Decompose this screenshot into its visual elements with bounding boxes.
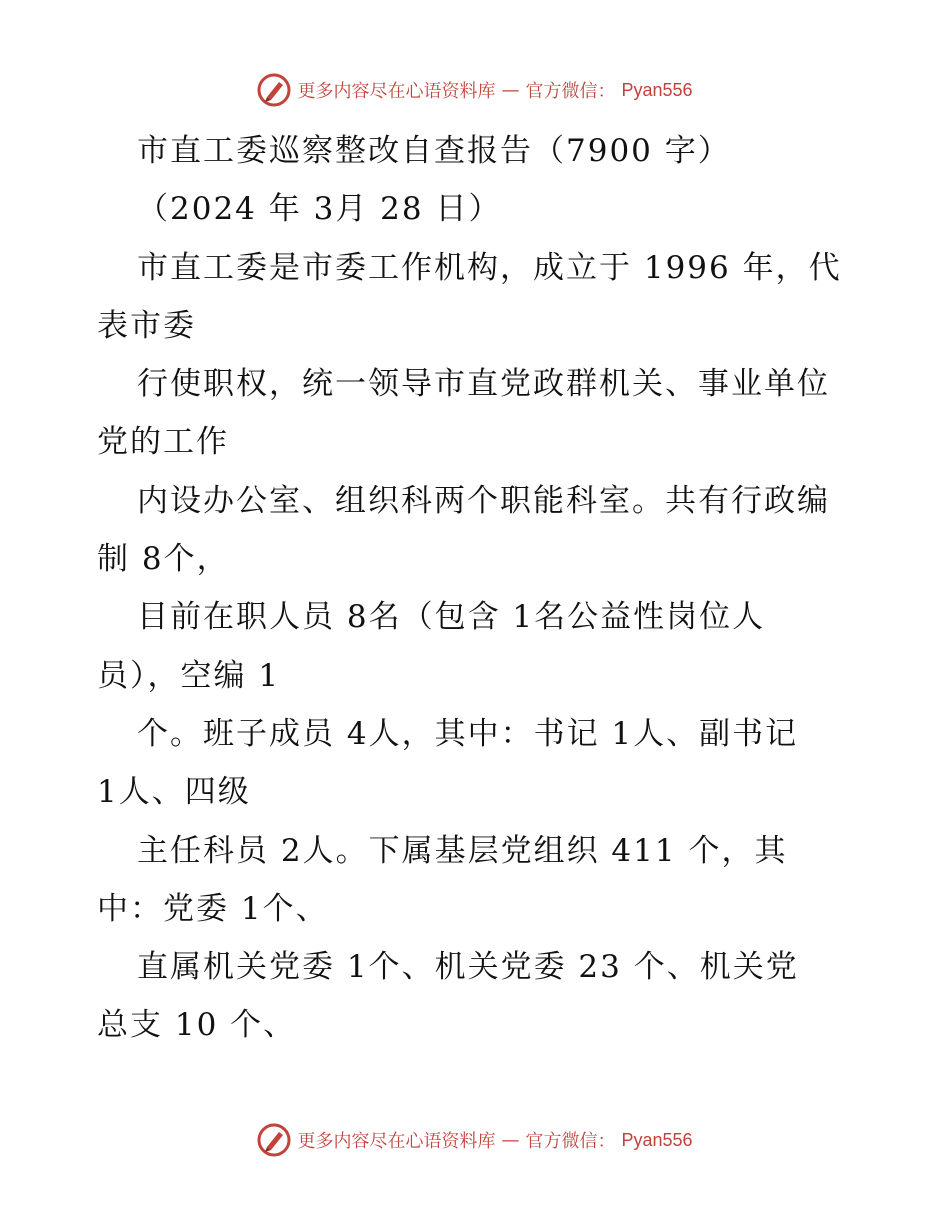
watermark-id: Pyan556 [621,79,693,100]
text-line: 中：党委 1个、 [97,890,329,927]
text-line: 主任科员 2人。下属基层党组织 411 个，其 [137,832,788,869]
document-body [97,122,857,1055]
text-line: 党的工作 [97,424,229,461]
watermark-text: 更多内容尽在心语资料库 [297,81,496,102]
pen-seal-logo-icon [257,73,291,107]
watermark-id: Pyan556 [621,1129,693,1150]
text-line: 目前在职人员 8名（包含 1名公益性岗位人 [137,599,766,636]
header-watermark [0,70,950,110]
watermark-separator: — [501,79,520,101]
text-line: 个。班子成员 4人，其中：书记 1人、副书记 [137,715,799,752]
text-line: 制 8个， [97,541,230,578]
text-line: 员），空编 1 [97,657,281,694]
text-line: 表市委 [97,307,196,344]
document-title: 市直工委巡察整改自查报告（7900 字） [137,133,731,169]
pen-seal-logo-icon [257,1123,291,1157]
text-line: 行使职权，统一领导市直党政群机关、事业单位 [137,366,830,403]
text-line: 直属机关党委 1个、机关党委 23 个、机关党 [137,949,799,986]
document-date: （2024 年 3月 28 日） [137,191,502,228]
watermark-separator: — [501,1129,520,1151]
watermark-text: 更多内容尽在心语资料库 [297,1131,496,1152]
text-line: 市直工委是市委工作机构，成立于 1996 年，代 [137,249,842,286]
text-line: 1人、四级 [97,774,251,811]
footer-watermark [0,1120,950,1160]
text-line: 内设办公室、组织科两个职能科室。共有行政编 [137,482,830,519]
watermark-label: 官方微信： [525,1131,616,1152]
text-line: 总支 10 个、 [97,1007,297,1044]
watermark-label: 官方微信： [525,81,616,102]
